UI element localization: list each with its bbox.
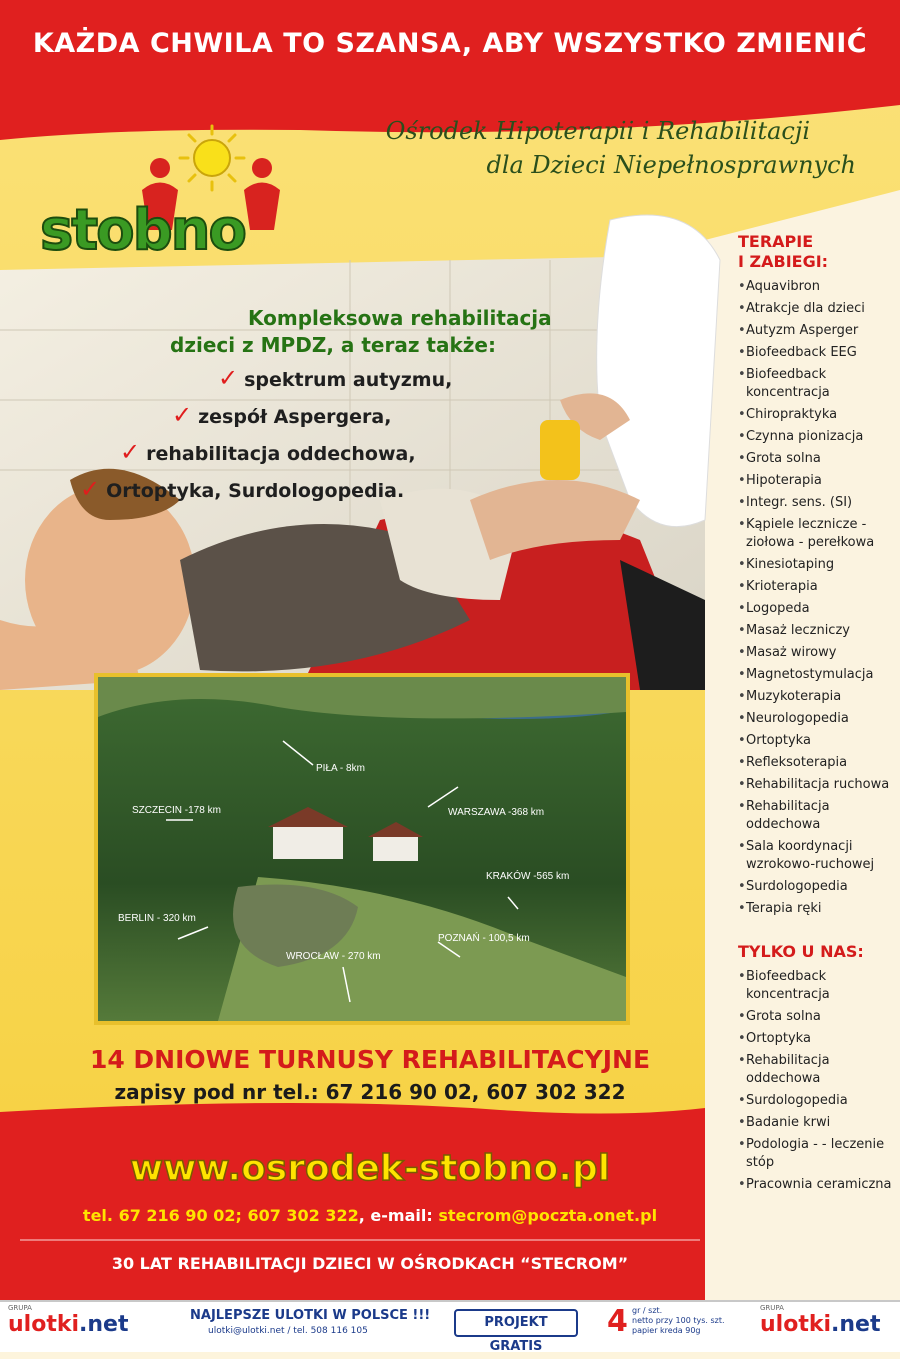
tel-label: tel. <box>82 1206 113 1225</box>
map-label-poznan: POZNAŃ - 100,5 km <box>438 933 530 944</box>
list-item: • Badanie krwi <box>738 1114 896 1132</box>
list-item: • Podologia - - leczenie stóp <box>738 1136 896 1172</box>
list-item: • Czynna pionizacja <box>738 428 896 446</box>
list-item: • Ortoptyka <box>738 732 896 750</box>
map-label-warszawa: WARSZAWA -368 km <box>448 807 545 818</box>
list-item: • Krioterapia <box>738 578 896 596</box>
subtitle-line-2: dla Dzieci Niepełnosprawnych <box>486 151 856 179</box>
footer-brand-right[interactable]: ulotki.net <box>760 1312 881 1337</box>
list-item: • Autyzm Asperger <box>738 322 896 340</box>
footer-price-line-3: papier kreda 90g <box>632 1326 701 1335</box>
features-head-1: Kompleksowa rehabilitacja <box>248 306 552 330</box>
anniversary-line: 30 LAT REHABILITACJI DZIECI W OŚRODKACH “STECROM” <box>111 1254 629 1273</box>
map-label-berlin: BERLIN - 320 km <box>118 913 196 924</box>
features-block <box>80 305 600 509</box>
footer-projekt-badge: PROJEKT GRATIS <box>454 1309 578 1337</box>
check-icon: ✓ <box>172 401 193 429</box>
list-item: • Ortoptyka <box>738 1030 896 1048</box>
list-item: • Rehabilitacja oddechowa <box>738 798 896 834</box>
headline: KAŻDA CHWILA TO SZANSA, ABY WSZYSTKO ZMIENIĆ <box>32 28 868 59</box>
registration-phone: zapisy pod nr tel.: 67 216 90 02, 607 302 322 <box>114 1080 626 1104</box>
footer-contact[interactable]: ulotki@ulotki.net / tel. 508 116 105 <box>208 1326 368 1336</box>
map-label-wroclaw: WROCŁAW - 270 km <box>286 951 381 962</box>
feature-item: ✓ spektrum autyzmu, <box>218 364 453 392</box>
check-icon: ✓ <box>218 364 239 392</box>
logo: stobno <box>40 198 245 263</box>
list-item: • Rehabilitacja oddechowa <box>738 1052 896 1088</box>
list-item: • Kąpiele lecznicze - ziołowa - perełkowa <box>738 516 896 552</box>
list-item: • Aquavibron <box>738 278 896 296</box>
list-item: • Grota solna <box>738 1008 896 1026</box>
website-link[interactable]: www.osrodek-stobno.pl <box>129 1148 611 1189</box>
features-head-2: dzieci z MPDZ, a teraz także: <box>170 333 496 357</box>
footer-price-line-2: netto przy 100 tys. szt. <box>632 1316 725 1325</box>
list-item: • Kinesiotaping <box>738 556 896 574</box>
list-item: • Atrakcje dla dzieci <box>738 300 896 318</box>
list-item: • Neurologopedia <box>738 710 896 728</box>
list-item: • Chiropraktyka <box>738 406 896 424</box>
therapies-title: TERAPIE I ZABIEGI: <box>738 232 829 271</box>
map-label-pila: PIŁA - 8km <box>316 763 365 774</box>
list-item: • Biofeedback EEG <box>738 344 896 362</box>
list-item: • Magnetostymulacja <box>738 666 896 684</box>
list-item: • Biofeedback koncentracja <box>738 366 896 402</box>
turnusy-heading: 14 DNIOWE TURNUSY REHABILITACYJNE <box>89 1045 651 1074</box>
list-item: • Rehabilitacja ruchowa <box>738 776 896 794</box>
therapies-list <box>738 278 896 918</box>
footer-najlepsze: NAJLEPSZE ULOTKI W POLSCE !!! <box>190 1308 431 1323</box>
list-item: • Grota solna <box>738 450 896 468</box>
email-link[interactable]: stecrom@poczta.onet.pl <box>438 1206 658 1225</box>
list-item: • Surdologopedia <box>738 878 896 896</box>
list-item: • Terapia ręki <box>738 900 896 918</box>
phone-numbers[interactable]: 67 216 90 02; 607 302 322 <box>118 1206 359 1225</box>
map-label-szczecin: SZCZECIN -178 km <box>132 805 221 816</box>
footer-grupa-right: GRUPA <box>760 1304 784 1312</box>
footer-grupa-left: GRUPA <box>8 1304 32 1312</box>
list-item: • Muzykoterapia <box>738 688 896 706</box>
list-item: • Logopeda <box>738 600 896 618</box>
subtitle-line-1: Ośrodek Hipoterapii i Rehabilitacji <box>385 117 810 145</box>
map-label-krakow: KRAKÓW -565 km <box>486 871 570 882</box>
exclusive-list <box>738 968 896 1194</box>
list-item: • Hipoterapia <box>738 472 896 490</box>
list-item: • Refleksoterapia <box>738 754 896 772</box>
footer-brand-left[interactable]: ulotki.net <box>8 1312 129 1337</box>
list-item: • Pracownia ceramiczna <box>738 1176 896 1194</box>
footer-bar <box>0 1300 900 1352</box>
list-item: • Masaż leczniczy <box>738 622 896 640</box>
feature-item: ✓ zespół Aspergera, <box>172 401 392 429</box>
contact-line <box>20 1206 720 1225</box>
email-label: , e-mail: <box>358 1206 433 1225</box>
feature-item: ✓ rehabilitacja oddechowa, <box>120 438 416 466</box>
aerial-photo <box>94 673 630 1025</box>
check-icon: ✓ <box>80 475 101 503</box>
exclusive-title: TYLKO U NAS: <box>738 942 864 961</box>
list-item: • Surdologopedia <box>738 1092 896 1110</box>
footer-price-line-1: gr / szt. <box>632 1306 663 1315</box>
list-item: • Sala koordynacji wzrokowo-ruchowej <box>738 838 896 874</box>
therapies-sidebar <box>738 232 896 1198</box>
aerial-photo-art <box>98 677 626 1021</box>
list-item: • Integr. sens. (SI) <box>738 494 896 512</box>
list-item: • Biofeedback koncentracja <box>738 968 896 1004</box>
feature-item: ✓ Ortoptyka, Surdologopedia. <box>80 475 405 503</box>
footer-price-number: 4 <box>607 1304 628 1339</box>
list-item: • Masaż wirowy <box>738 644 896 662</box>
check-icon: ✓ <box>120 438 141 466</box>
